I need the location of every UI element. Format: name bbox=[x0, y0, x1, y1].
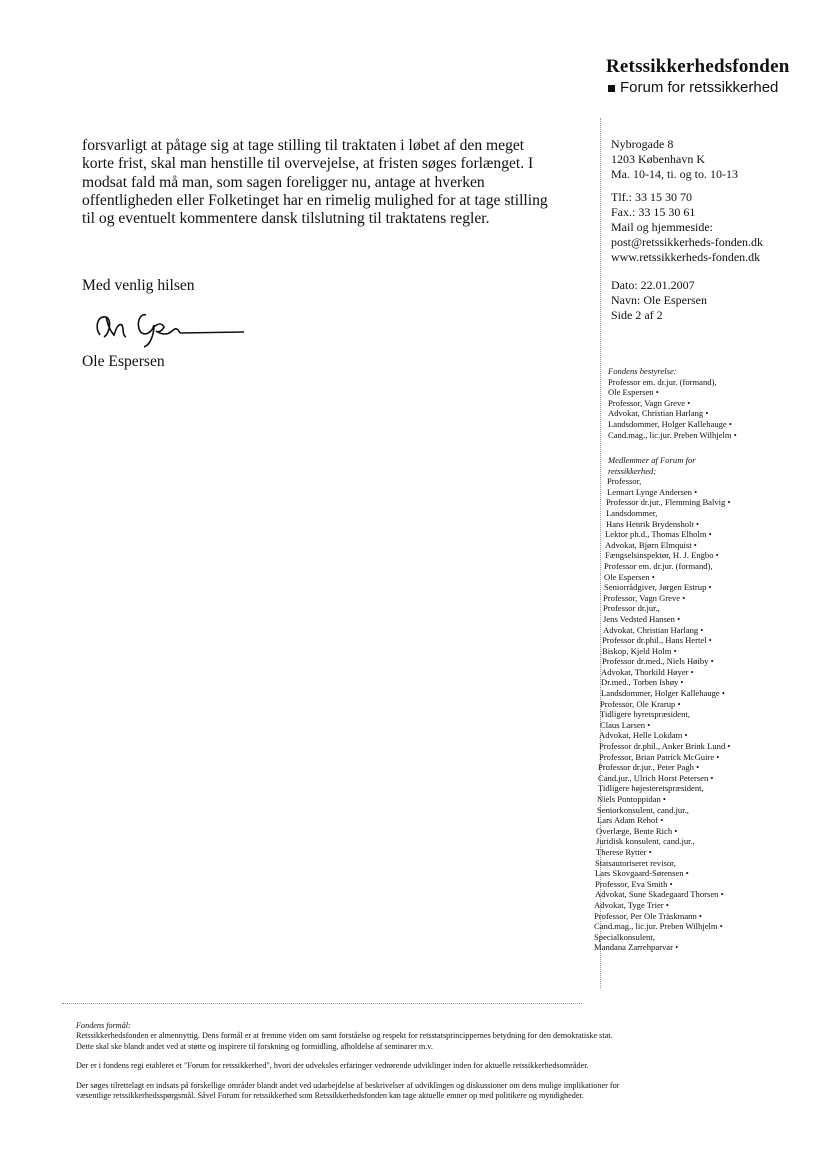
forum-member: Professor, Vagn Greve • bbox=[603, 592, 686, 603]
forum-heading: Medlemmer af Forum for bbox=[608, 455, 696, 465]
purpose-paragraph bbox=[76, 1031, 756, 1052]
purpose-heading: Fondens formål: bbox=[76, 1021, 131, 1030]
forum-member: Fængselsinspektør, H. J. Engbo • bbox=[605, 550, 719, 561]
contact-line: 1203 København K bbox=[611, 152, 705, 167]
letter-line: modsat fald må man, som sagen foreligger nu, antage at hverken bbox=[82, 173, 485, 191]
contact-line: Tlf.: 33 15 30 70 bbox=[611, 189, 692, 204]
forum-member: Professor dr.med., Niels Høiby • bbox=[602, 656, 714, 667]
forum-member: Professor dr.phil., Anker Brink Lund • bbox=[599, 741, 731, 752]
forum-member: Biskop, Kjeld Holm • bbox=[602, 645, 677, 656]
board-list bbox=[608, 366, 818, 440]
forum-member: Advokat, Sune Skadegaard Thorsen • bbox=[595, 889, 724, 900]
forum-member: Lars Skovgaard-Sørensen • bbox=[595, 868, 689, 879]
forum-member: Claus Larsen • bbox=[600, 719, 651, 730]
forum-member: Hans Henrik Brydensholt • bbox=[606, 518, 699, 529]
contact-line: Nybrogade 8 bbox=[611, 137, 674, 151]
forum-member: Juridisk konsulent, cand.jur., bbox=[596, 836, 695, 847]
forum-member: Tidligere byretspræsident, bbox=[600, 709, 690, 720]
letter-closing: Med venlig hilsen bbox=[82, 277, 195, 294]
forum-member: Lennart Lynge Andersen • bbox=[607, 486, 698, 497]
forum-member: Tidligere højesteretspræsident, bbox=[598, 783, 704, 794]
forum-member: Professor dr.jur., Peter Pagh • bbox=[598, 762, 700, 773]
forum-member: Professor, bbox=[607, 476, 642, 487]
forum-member: Advokat, Christian Harlang • bbox=[603, 624, 704, 635]
letter-date: Dato: 22.01.2007 bbox=[611, 278, 695, 292]
forum-member: Professor em. dr.jur. (formand), bbox=[604, 560, 713, 571]
forum-member-list bbox=[594, 455, 819, 953]
forum-member: Seniorkonsulent, cand.jur., bbox=[597, 804, 689, 815]
letter-body bbox=[82, 137, 592, 228]
forum-member: Professor dr.jur., Flemming Balvig • bbox=[606, 497, 731, 508]
forum-member: Advokat, Tyge Trier • bbox=[594, 899, 669, 910]
forum-member: Lars Adam Rehof • bbox=[597, 815, 664, 826]
board-member: Professor em. dr.jur. (formand), bbox=[608, 376, 717, 387]
contact-line: Fax.: 33 15 30 61 bbox=[611, 204, 696, 219]
forum-member: Cand.mag., lic.jur. Preben Wilhjelm • bbox=[594, 921, 723, 932]
forum-member: Landsdommer, bbox=[606, 507, 658, 518]
forum-member: Landsdommer, Holger Kallehauge • bbox=[601, 688, 725, 699]
forum-heading: retssikkerhed: bbox=[608, 465, 657, 476]
letter-line: korte frist, skal man henstille til overvejelse, at fristen søges forlænget. I bbox=[82, 155, 534, 173]
organization-subtitle bbox=[608, 79, 778, 96]
contact-website: www.retssikkerheds-fonden.dk bbox=[611, 250, 761, 265]
forum-member: Advokat, Thorkild Høyer • bbox=[601, 666, 694, 677]
foundation-purpose bbox=[76, 1021, 756, 1110]
board-member: Ole Espersen • bbox=[608, 387, 659, 398]
letter-meta bbox=[611, 278, 707, 324]
forum-member: Specialkonsulent, bbox=[594, 931, 655, 942]
board-member: Professor, Vagn Greve • bbox=[608, 397, 691, 408]
forum-member: Ole Espersen • bbox=[604, 571, 655, 582]
forum-member: Jens Vedsted Hansen • bbox=[603, 613, 681, 624]
purpose-paragraph bbox=[76, 1061, 756, 1071]
forum-member: Therese Rytter • bbox=[596, 846, 652, 857]
forum-member: Advokat, Bjørn Elmquist • bbox=[605, 539, 697, 550]
letter-line: til og eventuelt kommentere dansk tilslutning til traktatens regler. bbox=[82, 210, 490, 228]
board-member: Advokat, Christian Harlang • bbox=[608, 408, 709, 419]
forum-member: Lektor ph.d., Thomas Elholm • bbox=[605, 529, 712, 540]
contact-line: Mail og hjemmeside: bbox=[611, 220, 713, 235]
contact-spacer bbox=[611, 183, 763, 190]
organization-name: Retssikkerhedsfonden bbox=[606, 56, 790, 77]
contact-block bbox=[611, 137, 763, 266]
forum-member: Mandana Zarrehparvar • bbox=[594, 942, 679, 953]
forum-member: Professor, Per Ole Träskmann • bbox=[594, 910, 702, 921]
letter-line: forsvarligt at påtage sig at tage stilling til traktaten i løbet af den meget bbox=[82, 137, 525, 154]
purpose-line: Dette skal ske blandt andet ved at støtte og inspirere til forskning og formidling, afholdelse af seminarer m.v. bbox=[76, 1041, 433, 1051]
square-bullet-icon bbox=[608, 85, 615, 92]
purpose-line: væsentlige retssikkerhedsspørgsmål. Såvel Forum for retssikkerhed som Retssikkerhedsfonden kan tage aktuelle emner op med politikere og myndigheder. bbox=[76, 1091, 584, 1101]
forum-member: Cand.jur., Ulrich Horst Petersen • bbox=[598, 772, 714, 783]
forum-member: Professor dr.jur., bbox=[603, 603, 660, 614]
purpose-paragraph bbox=[76, 1081, 756, 1102]
forum-member: Niels Pontoppidan • bbox=[597, 794, 666, 804]
forum-member: Professor, Brian Patrick McGuire • bbox=[599, 751, 720, 762]
forum-member: Professor dr.phil., Hans Hertel • bbox=[602, 635, 712, 646]
forum-member: Statsautoriseret revisor, bbox=[595, 857, 676, 868]
forum-member: Advokat, Helle Lokdam • bbox=[599, 730, 688, 741]
footer-divider bbox=[62, 1003, 582, 1004]
purpose-line: Der søges tilrettelagt en indsats på forskellige områder blandt andet ved udarbejdelse af beskrivelser af udviklingen og diskussioner om dens mulige implikationer for bbox=[76, 1080, 620, 1090]
forum-member: Professor, Ole Krarup • bbox=[600, 698, 681, 709]
signer-name: Ole Espersen bbox=[82, 353, 165, 370]
forum-member: Seniorrådgiver, Jørgen Estrup • bbox=[604, 582, 712, 593]
purpose-line: Der er i fondens regi etableret et "Forum for retssikkerhed", hvori der udveksles erfaringer vedrørende udviklinger inden for aktuelle retssikkerhedsområder. bbox=[76, 1061, 589, 1071]
handwritten-signature bbox=[92, 305, 252, 349]
contact-line: Ma. 10-14, ti. og to. 10-13 bbox=[611, 167, 738, 182]
board-member: Cand.mag., lic.jur. Preben Wilhjelm • bbox=[608, 429, 737, 440]
letter-author: Navn: Ole Espersen bbox=[611, 293, 707, 308]
page-number: Side 2 af 2 bbox=[611, 308, 663, 323]
board-member: Landsdommer, Holger Kallehauge • bbox=[608, 418, 732, 429]
purpose-line: Retssikkerhedsfonden er almennyttig. Dens formål er at fremme viden om samt forståelse og respekt for retsstatsprincippernes betydning for den demokratiske stat. bbox=[76, 1031, 613, 1041]
letter-line: offentligheden eller Folketinget har en rimelig mulighed for at tage stilling bbox=[82, 191, 548, 209]
board-heading: Fondens bestyrelse: bbox=[608, 366, 677, 376]
forum-member: Dr.med., Torben Ishøy • bbox=[601, 677, 684, 688]
forum-member: Professor, Eva Smith • bbox=[595, 878, 673, 889]
contact-email: post@retssikkerheds-fonden.dk bbox=[611, 235, 764, 250]
forum-member: Overlæge, Bente Rich • bbox=[596, 825, 678, 836]
organization-subtitle-text: Forum for retssikkerhed bbox=[620, 79, 779, 96]
